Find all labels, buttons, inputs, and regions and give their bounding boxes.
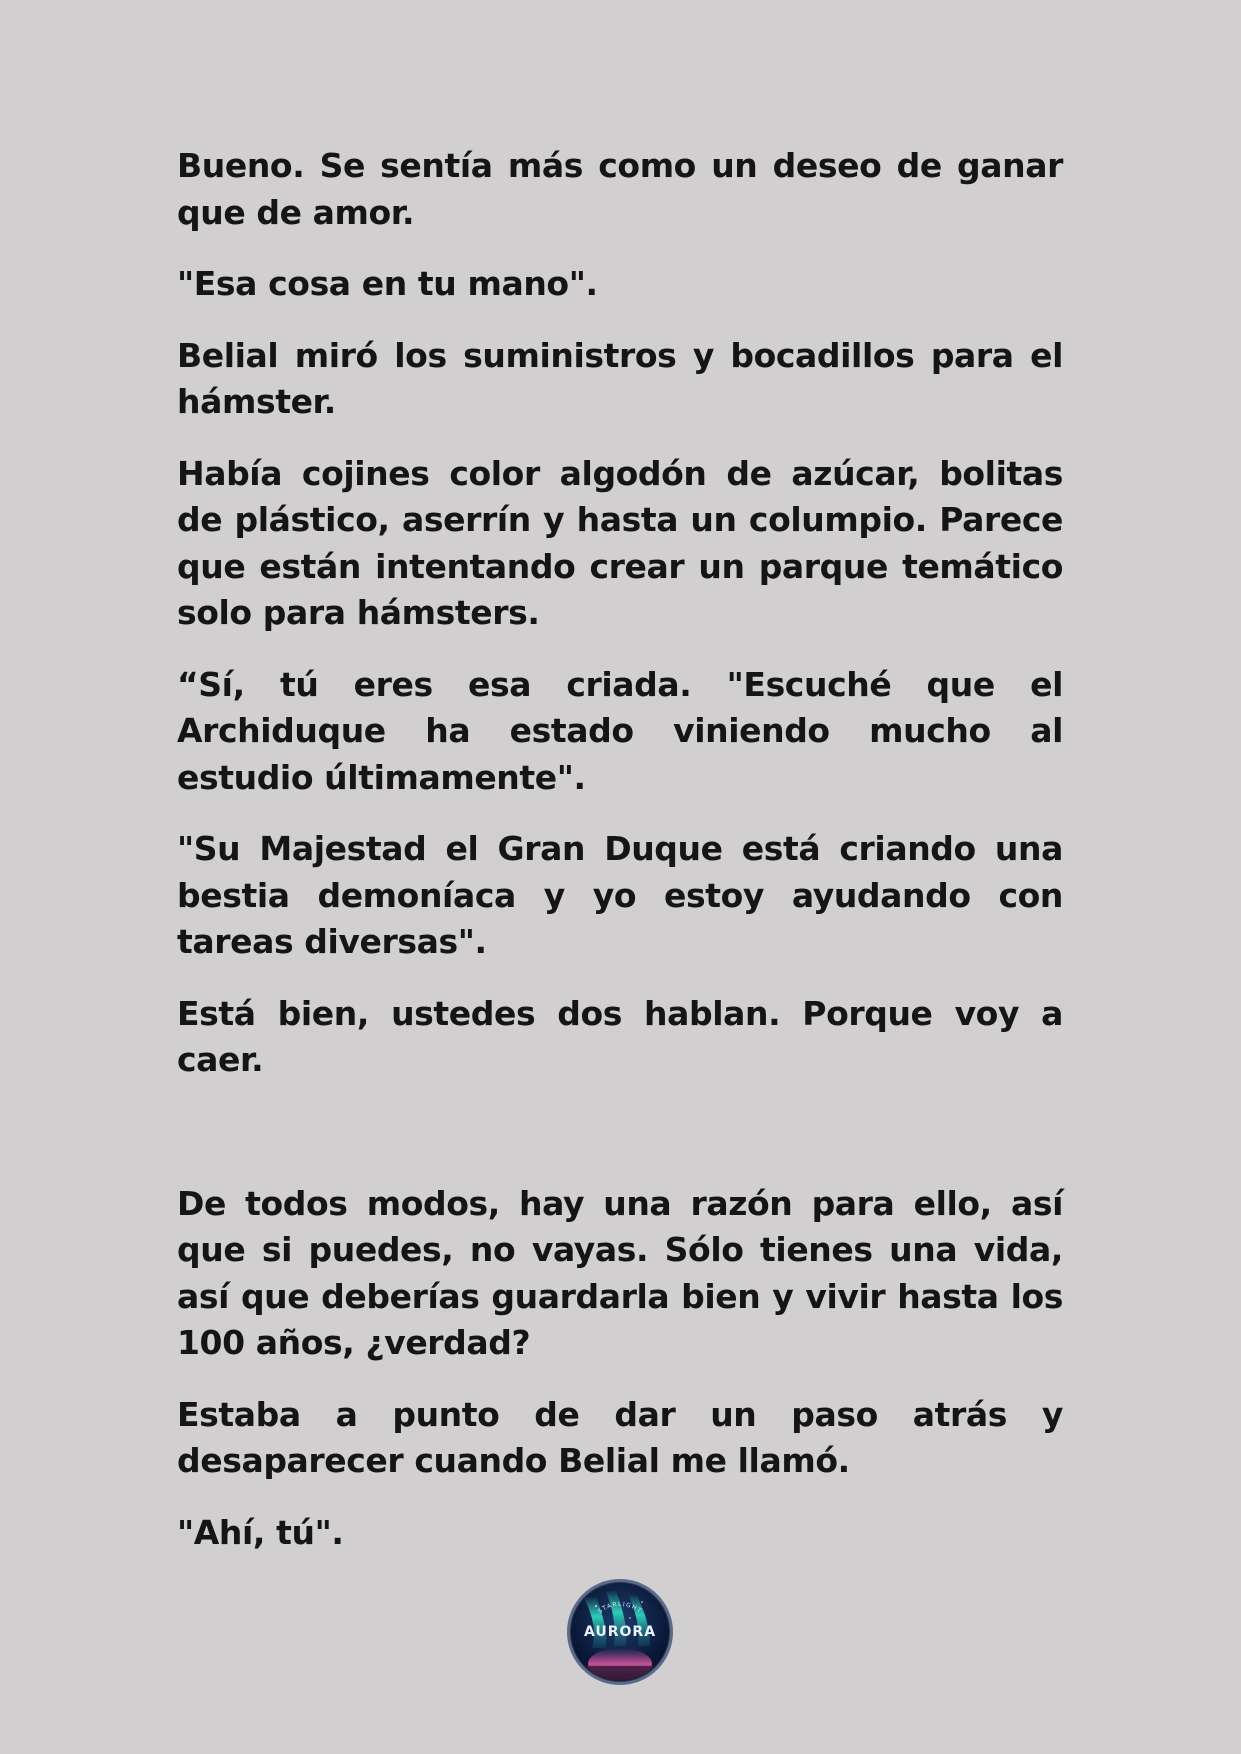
svg-text:STARLIGHT: STARLIGHT — [596, 1600, 644, 1616]
aurora-logo — [566, 1578, 674, 1686]
paragraph: Estaba a punto de dar un paso atrás y desaparecer cuando Belial me llamó. — [177, 1394, 1063, 1480]
logo-wordmark: AURORA — [583, 1624, 657, 1640]
section-gap — [177, 1109, 1063, 1181]
text-column — [177, 143, 1063, 1581]
paragraph: "Ahí, tú". — [177, 1512, 344, 1552]
paragraph: De todos modos, hay una razón para ello, así que si puedes, no vayas. Sólo tienes una vida, así que deberías guardarla bien y vivir hasta los 100 años, ¿verdad? — [177, 1183, 1063, 1362]
paragraph: Había cojines color algodón de azúcar, bolitas de plástico, aserrín y hasta un columpio. Parece que están intentando crear un parque temático solo para hámsters. — [177, 453, 1063, 632]
paragraph: Belial miró los suministros y bocadillos para el hámster. — [177, 335, 1063, 421]
paragraph: "Esa cosa en tu mano". — [177, 264, 598, 303]
aurora-logo-icon — [566, 1578, 674, 1686]
paragraph: "Su Majestad el Gran Duque está criando una bestia demoníaca y yo estoy ayudando con tareas diversas". — [177, 829, 1063, 961]
paragraph: Está bien, ustedes dos hablan. Porque voy a caer. — [177, 993, 1063, 1079]
paragraph: Bueno. Se sentía más como un deseo de ganar que de amor. — [177, 146, 1063, 232]
paragraph: “Sí, tú eres esa criada. "Escuché que el Archiduque ha estado viniendo mucho al estudio últimamente". — [177, 664, 1063, 797]
